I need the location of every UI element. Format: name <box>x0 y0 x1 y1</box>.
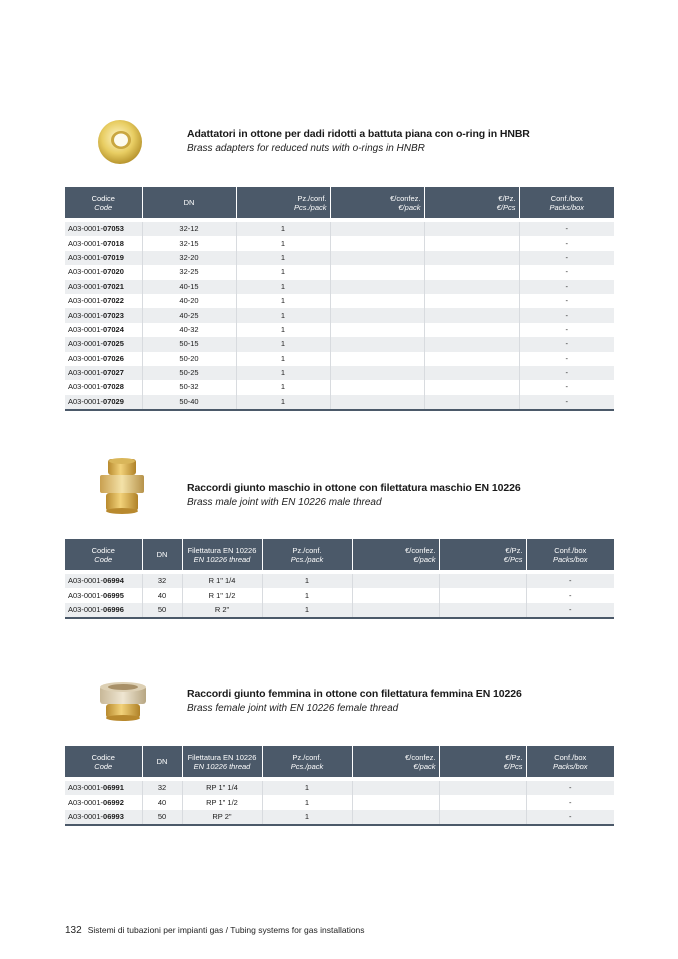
cell-dn: 40 <box>142 588 182 602</box>
cell-dn: 32 <box>142 574 182 588</box>
cell-price-pcs <box>424 323 519 337</box>
cell-price-pack <box>352 588 439 602</box>
cell-thread: RP 1" 1/2 <box>182 795 262 809</box>
cell-pcs-pack: 1 <box>236 280 330 294</box>
cell-dn: 32-15 <box>142 236 236 250</box>
cell-dn: 50-25 <box>142 366 236 380</box>
cell-price-pcs <box>424 395 519 410</box>
cell-price-pack <box>352 810 439 825</box>
cell-packs-box: - <box>519 251 614 265</box>
cell-thread: RP 1" 1/4 <box>182 781 262 795</box>
cell-price-pack <box>330 280 424 294</box>
cell-price-pcs <box>424 308 519 322</box>
cell-price-pack <box>330 380 424 394</box>
cell-dn: 40-25 <box>142 308 236 322</box>
cell-packs-box: - <box>519 308 614 322</box>
cell-packs-box: - <box>519 280 614 294</box>
cell-dn: 50-20 <box>142 352 236 366</box>
cell-packs-box: - <box>565 353 568 363</box>
cell-code: A03-0001-07020 <box>65 265 142 279</box>
cell-price-pcs <box>424 294 519 308</box>
table-row <box>65 574 614 588</box>
cell-dn: 50 <box>142 603 182 618</box>
table-row <box>65 395 614 410</box>
cell-packs-box: - <box>565 324 568 334</box>
col-pcs-pack: Pz./conf. Pcs./pack <box>262 746 352 777</box>
cell-price-pack <box>330 366 424 380</box>
table-row <box>65 588 614 602</box>
cell-packs-box: - <box>519 337 614 351</box>
section-header-male-joint <box>96 457 616 513</box>
col-thread: Filettatura EN 10226 EN 10226 thread <box>182 539 262 570</box>
product-table-female-joint <box>65 746 614 826</box>
cell-dn: 32-25 <box>142 265 236 279</box>
cell-dn: 50-40 <box>142 395 236 410</box>
col-code: Codice Code <box>65 539 142 570</box>
cell-packs-box: - <box>565 296 568 306</box>
cell-packs-box: - <box>526 574 614 588</box>
cell-price-pack <box>330 308 424 322</box>
cell-thread: RP 2" <box>182 810 262 825</box>
table-row <box>65 323 614 337</box>
cell-packs-box: - <box>569 797 572 807</box>
cell-thread: R 1" 1/4 <box>182 574 262 588</box>
cell-price-pcs <box>439 795 526 809</box>
page-number: 132 <box>65 925 82 936</box>
cell-price-pcs <box>439 810 526 825</box>
cell-thread: R 2" <box>182 603 262 618</box>
cell-packs-box: - <box>519 395 614 410</box>
table-row <box>65 294 614 308</box>
col-price-pcs: €/Pz. €/Pcs <box>439 539 526 570</box>
cell-price-pack <box>330 294 424 308</box>
cell-price-pcs <box>439 781 526 795</box>
cell-price-pcs <box>424 236 519 250</box>
section-title-it: Adattatori in ottone per dadi ridotti a battuta piana con o-ring in HNBR <box>187 128 530 140</box>
cell-price-pack <box>352 781 439 795</box>
page-footer <box>65 925 365 936</box>
cell-dn: 50-15 <box>142 337 236 351</box>
cell-packs-box: - <box>565 238 568 248</box>
cell-code: A03-0001-06992 <box>65 795 142 809</box>
cell-code: A03-0001-06996 <box>65 603 142 618</box>
brass-male-joint-icon <box>96 457 150 515</box>
cell-code: A03-0001-07053 <box>65 222 142 236</box>
table-header-row <box>65 539 614 570</box>
col-code: Codice Code <box>65 746 142 777</box>
cell-price-pcs <box>424 366 519 380</box>
col-price-pack: €/confez. €/pack <box>352 539 439 570</box>
cell-price-pack <box>352 574 439 588</box>
section-title-it: Raccordi giunto femmina in ottone con filettatura femmina EN 10226 <box>187 688 522 700</box>
table-row <box>65 280 614 294</box>
cell-pcs-pack: 1 <box>262 603 352 618</box>
cell-pcs-pack: 1 <box>262 781 352 795</box>
cell-code: A03-0001-07019 <box>65 251 142 265</box>
cell-packs-box: - <box>565 382 568 392</box>
cell-pcs-pack: 1 <box>262 795 352 809</box>
table-row <box>65 795 614 809</box>
col-price-pack: €/confez. €/pack <box>330 187 424 218</box>
section-title-en: Brass adapters for reduced nuts with o-rings in HNBR <box>187 143 425 154</box>
col-price-pcs: €/Pz. €/Pcs <box>424 187 519 218</box>
cell-dn: 32-12 <box>142 222 236 236</box>
col-packs-box: Conf./box Packs/box <box>526 746 614 777</box>
cell-packs-box: - <box>565 267 568 277</box>
col-pcs-pack: Pz./conf. Pcs./pack <box>262 539 352 570</box>
section-header-adapters <box>96 116 616 172</box>
cell-dn: 50-32 <box>142 380 236 394</box>
table-row <box>65 251 614 265</box>
cell-packs-box: - <box>519 222 614 236</box>
cell-code: A03-0001-06991 <box>65 781 142 795</box>
cell-price-pcs <box>439 603 526 618</box>
cell-pcs-pack: 1 <box>262 588 352 602</box>
cell-pcs-pack: 1 <box>236 294 330 308</box>
cell-price-pack <box>330 265 424 279</box>
cell-price-pack <box>352 795 439 809</box>
cell-price-pcs <box>424 380 519 394</box>
section-title-en: Brass female joint with EN 10226 female thread <box>187 703 399 714</box>
cell-dn: 32 <box>142 781 182 795</box>
cell-price-pcs <box>424 337 519 351</box>
cell-pcs-pack: 1 <box>236 265 330 279</box>
cell-price-pcs <box>424 265 519 279</box>
footer-text: Sistemi di tubazioni per impianti gas / Tubing systems for gas installations <box>87 925 365 935</box>
cell-dn: 32-20 <box>142 251 236 265</box>
table-header-row <box>65 187 614 218</box>
cell-pcs-pack: 1 <box>236 323 330 337</box>
col-price-pcs: €/Pz. €/Pcs <box>439 746 526 777</box>
col-code: Codice Code <box>65 187 142 218</box>
table-row <box>65 337 614 351</box>
cell-thread: R 1" 1/2 <box>182 588 262 602</box>
cell-price-pcs <box>424 280 519 294</box>
cell-code: A03-0001-07024 <box>65 323 142 337</box>
col-pcs-pack: Pz./conf. Pcs./pack <box>236 187 330 218</box>
col-dn: DN <box>142 746 182 777</box>
cell-price-pcs <box>439 574 526 588</box>
cell-code: A03-0001-07026 <box>65 352 142 366</box>
cell-pcs-pack: 1 <box>236 395 330 410</box>
cell-code: A03-0001-06994 <box>65 574 142 588</box>
cell-code: A03-0001-06995 <box>65 588 142 602</box>
cell-pcs-pack: 1 <box>236 366 330 380</box>
table-row <box>65 308 614 322</box>
cell-code: A03-0001-07028 <box>65 380 142 394</box>
cell-price-pack <box>352 603 439 618</box>
col-dn: DN <box>142 187 236 218</box>
brass-washer-icon <box>96 116 144 168</box>
col-price-pack: €/confez. €/pack <box>352 746 439 777</box>
brass-female-joint-icon <box>98 680 152 724</box>
cell-price-pack <box>330 352 424 366</box>
cell-pcs-pack: 1 <box>236 308 330 322</box>
section-titles <box>187 128 530 154</box>
cell-pcs-pack: 1 <box>236 251 330 265</box>
table-header-row <box>65 746 614 777</box>
cell-code: A03-0001-07027 <box>65 366 142 380</box>
col-packs-box: Conf./box Packs/box <box>519 187 614 218</box>
cell-dn: 40-32 <box>142 323 236 337</box>
cell-code: A03-0001-07022 <box>65 294 142 308</box>
cell-dn: 40-20 <box>142 294 236 308</box>
cell-code: A03-0001-06993 <box>65 810 142 825</box>
cell-pcs-pack: 1 <box>236 222 330 236</box>
cell-price-pack <box>330 337 424 351</box>
cell-price-pack <box>330 395 424 410</box>
cell-price-pack <box>330 222 424 236</box>
cell-price-pack <box>330 236 424 250</box>
cell-packs-box: - <box>569 590 572 600</box>
cell-pcs-pack: 1 <box>236 352 330 366</box>
table-row <box>65 366 614 380</box>
cell-code: A03-0001-07023 <box>65 308 142 322</box>
cell-price-pcs <box>439 588 526 602</box>
section-titles <box>187 688 522 714</box>
cell-dn: 40 <box>142 795 182 809</box>
section-title-en: Brass male joint with EN 10226 male thread <box>187 497 382 508</box>
table-row <box>65 352 614 366</box>
cell-pcs-pack: 1 <box>236 380 330 394</box>
cell-price-pack <box>330 251 424 265</box>
section-titles <box>187 482 521 508</box>
table-row <box>65 781 614 795</box>
cell-pcs-pack: 1 <box>236 337 330 351</box>
section-header-female-joint <box>96 678 616 734</box>
table-row <box>65 222 614 236</box>
cell-packs-box: - <box>526 781 614 795</box>
cell-packs-box: - <box>519 366 614 380</box>
cell-code: A03-0001-07025 <box>65 337 142 351</box>
cell-dn: 40-15 <box>142 280 236 294</box>
col-thread: Filettatura EN 10226 EN 10226 thread <box>182 746 262 777</box>
cell-code: A03-0001-07018 <box>65 236 142 250</box>
cell-packs-box: - <box>526 603 614 618</box>
table-row <box>65 603 614 618</box>
section-title-it: Raccordi giunto maschio in ottone con filettatura maschio EN 10226 <box>187 482 521 494</box>
cell-pcs-pack: 1 <box>236 236 330 250</box>
col-packs-box: Conf./box Packs/box <box>526 539 614 570</box>
table-row <box>65 236 614 250</box>
col-dn: DN <box>142 539 182 570</box>
cell-price-pcs <box>424 222 519 236</box>
cell-packs-box: - <box>526 810 614 825</box>
cell-price-pcs <box>424 251 519 265</box>
table-row <box>65 810 614 825</box>
cell-pcs-pack: 1 <box>262 574 352 588</box>
table-row <box>65 380 614 394</box>
cell-code: A03-0001-07029 <box>65 395 142 410</box>
product-table-adapters <box>65 187 614 411</box>
table-row <box>65 265 614 279</box>
cell-dn: 50 <box>142 810 182 825</box>
cell-code: A03-0001-07021 <box>65 280 142 294</box>
cell-price-pack <box>330 323 424 337</box>
cell-pcs-pack: 1 <box>262 810 352 825</box>
cell-price-pcs <box>424 352 519 366</box>
product-table-male-joint <box>65 539 614 619</box>
